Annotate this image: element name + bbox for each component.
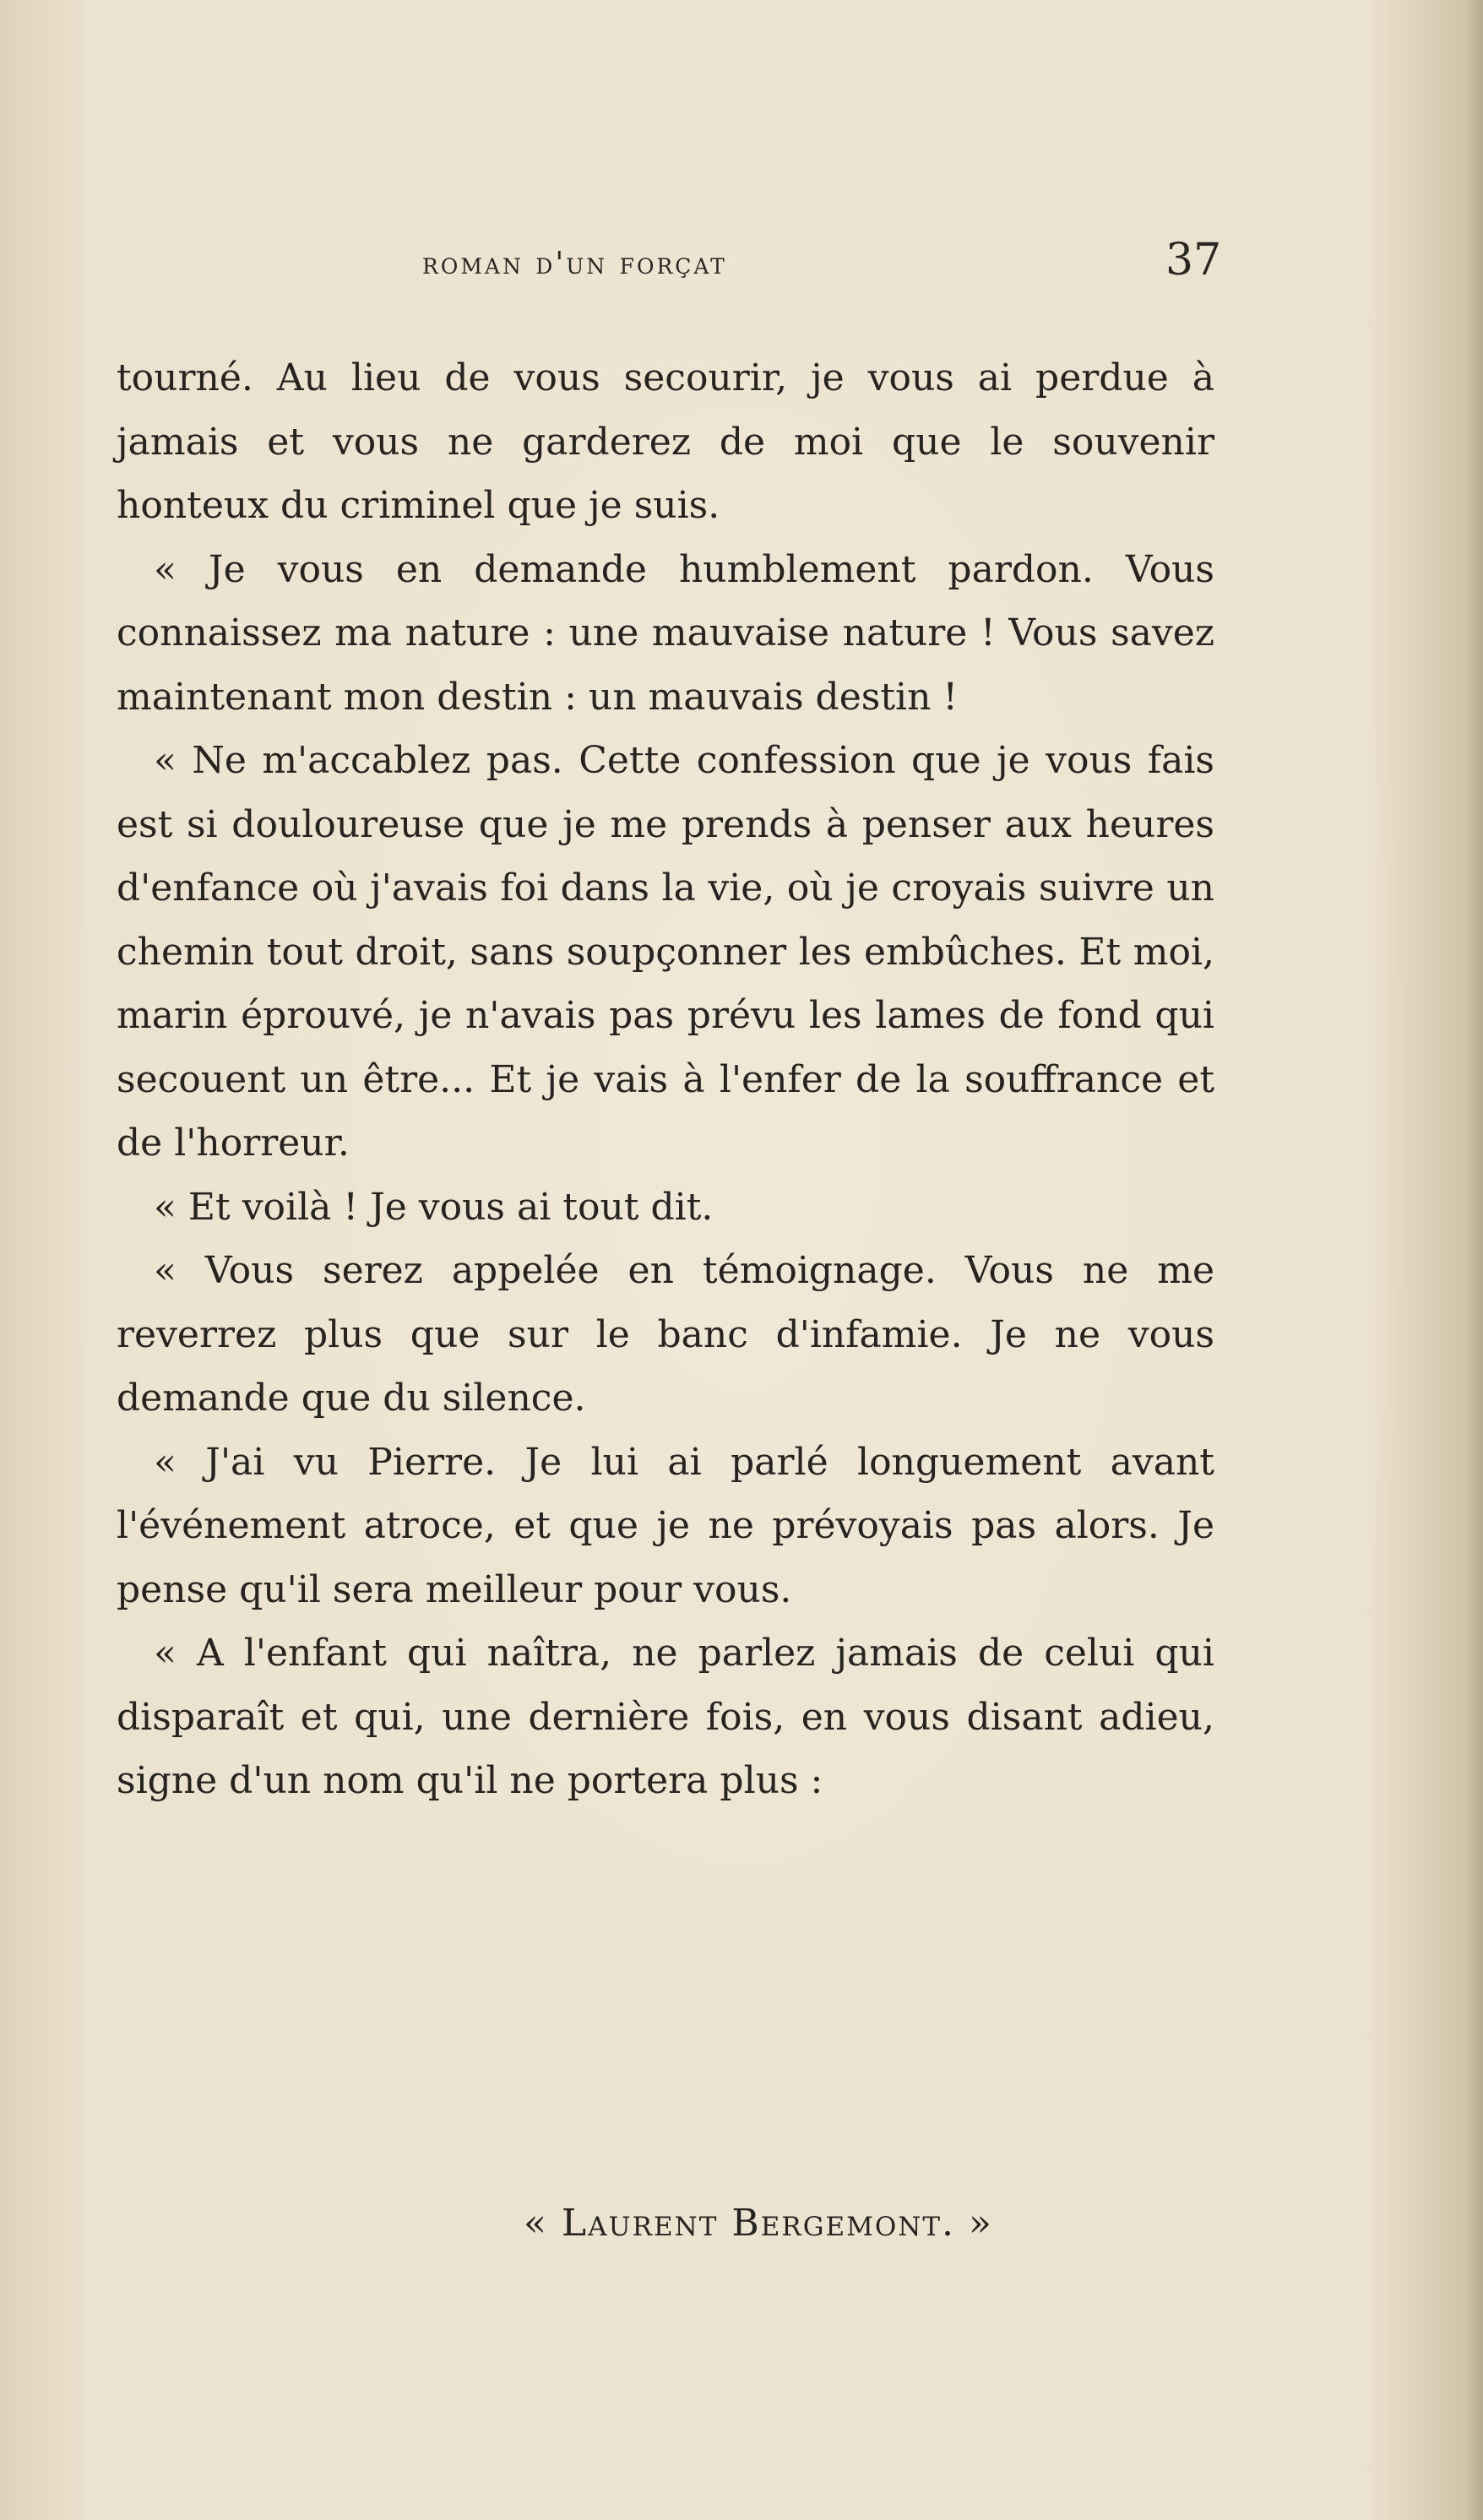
paragraph-4: « Et voilà ! Je vous ai tout dit. [154, 1185, 714, 1229]
running-head [0, 235, 1483, 294]
page-edge-shadow [1464, 0, 1483, 2520]
paragraph-7: « A l'enfant qui naîtra, ne parlez jamais de celui qui disparaît et qui, une dernière fois, en vous disant adieu, signe d'un nom qu'il ne portera plus : [117, 1632, 1214, 1802]
paragraph-3: « Ne m'accablez pas. Cette confession que je vous fais est si douloureuse que je me prends à penser aux heures d'enfance où j'avais foi dans la vie, où je croyais suivre un chemin tout droit, sans soupçonner les embûches. Et moi, marin éprouvé, je n'avais pas prévu les lames de fond qui secouent un être... Et je vais à l'enfer de la souffrance et de l'horreur. [117, 739, 1214, 1165]
paragraph-5: « Vous serez appelée en témoignage. Vous ne me reverrez plus que sur le banc d'infamie. Je ne vous demande que du silence. [117, 1249, 1214, 1420]
page-number: 37 [1165, 235, 1222, 285]
running-head-title: roman d'un forçat [422, 247, 727, 281]
body-text [117, 346, 1214, 1813]
paragraph-6: « J'ai vu Pierre. Je lui ai parlé longuement avant l'événement atroce, et que je ne prévoyais pas alors. Je pense qu'il sera meilleur pour vous. [117, 1440, 1214, 1611]
paragraph-1: tourné. Au lieu de vous secourir, je vous ai perdue à jamais et vous ne garderez de moi que le souvenir honteux du criminel que je suis. [117, 356, 1214, 527]
signature-line: « Laurent Bergemont. » [524, 2202, 993, 2245]
paragraph-2: « Je vous en demande humblement pardon. Vous connaissez ma nature : une mauvaise nature ! Vous savez maintenant mon destin : un mauvais destin ! [117, 547, 1214, 719]
